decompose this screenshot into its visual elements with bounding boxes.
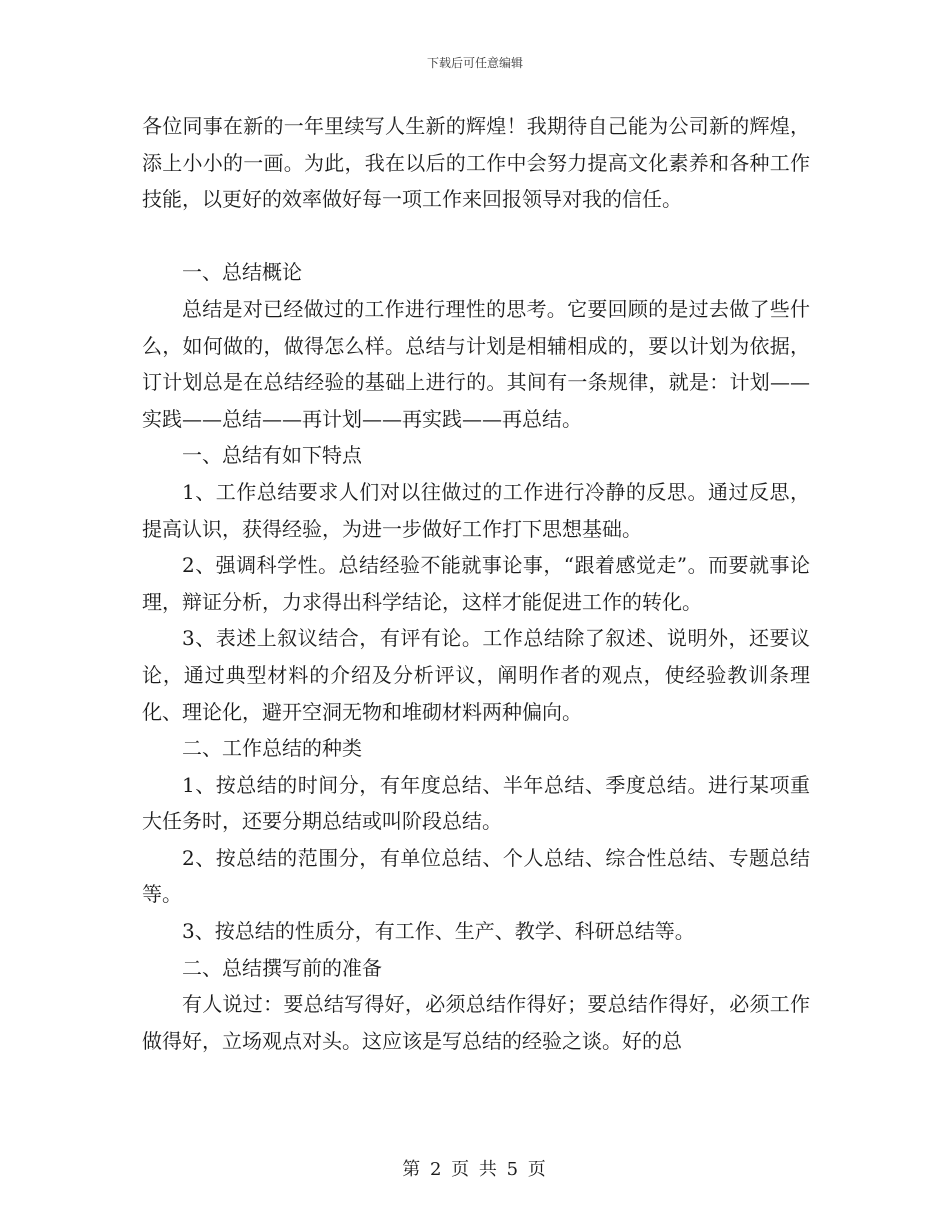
paragraph-preparation: 有人说过：要总结写得好，必须总结作得好；要总结作得好，必须工作做得好，立场观点对头。这应该是写总结的经验之谈。好的总 (142, 992, 810, 1053)
list-item-feature-2: 2、强调科学性。总结经验不能就事论事，“跟着感觉走”。而要就事论理，辩证分析，力求得出科学结论，这样才能促进工作的转化。 (142, 553, 810, 614)
section-heading-overview: 一、总结概论 (182, 260, 302, 285)
list-item-feature-3: 3、表述上叙议结合，有评有论。工作总结除了叙述、说明外，还要议论，通过典型材料的介绍及分析评议，阐明作者的观点，使经验教训条理化、理论化，避开空洞无物和堆砌材料两种偏向。 (142, 626, 810, 724)
section-heading-features: 一、总结有如下特点 (182, 443, 362, 468)
list-item-type-3: 3、按总结的性质分，有工作、生产、教学、科研总结等。 (182, 919, 695, 944)
document-body (142, 108, 810, 1059)
list-item-type-2: 2、按总结的范围分，有单位总结、个人总结、综合性总结、专题总结等。 (142, 845, 810, 907)
section-heading-types: 二、工作总结的种类 (182, 736, 362, 761)
page-footer: 第 2 页 共 5 页 (402, 1159, 548, 1180)
paragraph-overview: 总结是对已经做过的工作进行理性的思考。它要回顾的是过去做了些什么，如何做的，做得怎么样。总结与计划是相辅相成的，要以计划为依据，订计划总是在总结经验的基础上进行的。其间有一条规律，就是：计划——实践——总结——再计划——再实践——再总结。 (142, 296, 810, 431)
list-item-feature-1: 1、工作总结要求人们对以往做过的工作进行冷静的反思。通过反思，提高认识，获得经验，为进一步做好工作打下思想基础。 (142, 479, 810, 541)
paragraph-intro: 各位同事在新的一年里续写人生新的辉煌！我期待自己能为公司新的辉煌，添上小小的一画。为此，我在以后的工作中会努力提高文化素养和各种工作技能，以更好的效率做好每一项工作来回报领导对我的信任。 (142, 114, 810, 212)
paragraph-gap (142, 218, 810, 255)
page-header: 下载后可任意编辑 (426, 56, 523, 70)
section-heading-preparation: 二、总结撰写前的准备 (182, 955, 382, 980)
list-item-type-1: 1、按总结的时间分，有年度总结、半年总结、季度总结。进行某项重大任务时，还要分期总结或叫阶段总结。 (142, 772, 810, 834)
